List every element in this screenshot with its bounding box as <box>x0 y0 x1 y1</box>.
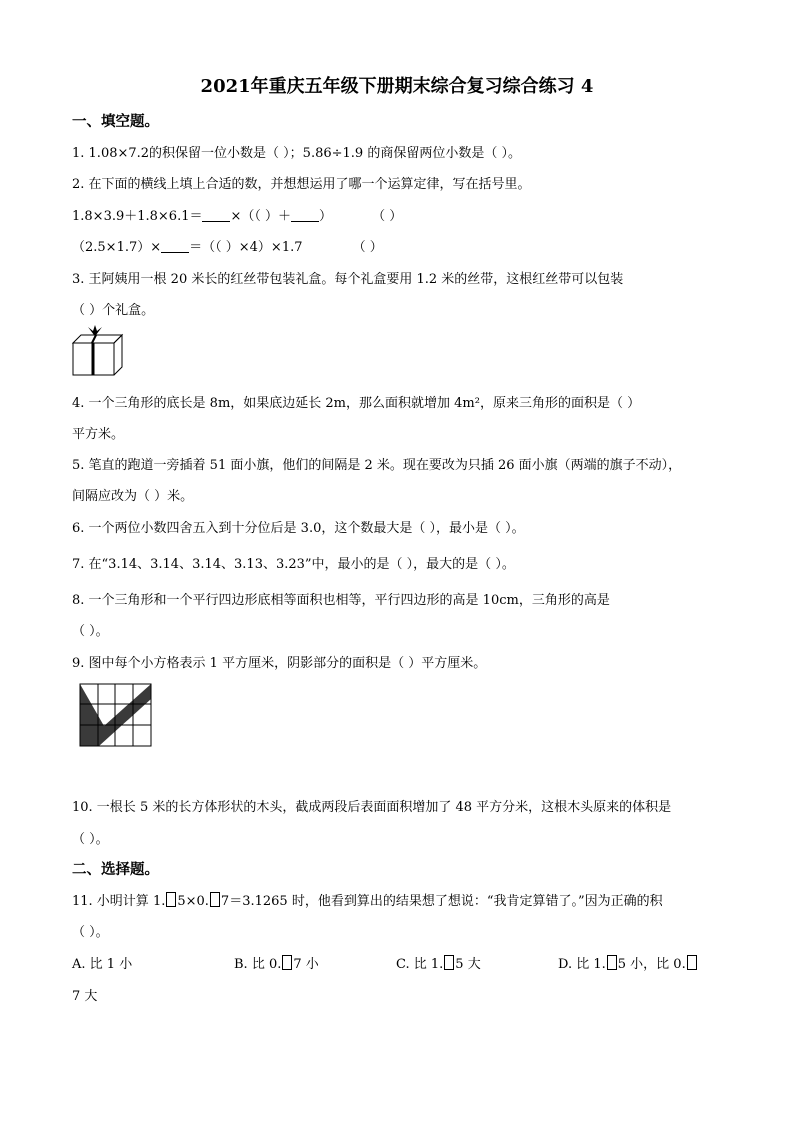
option-d-continued: 7 大 <box>72 989 98 1004</box>
question-2: 2. 在下面的横线上填上合适的数，并想想运用了哪一个运算定律，写在括号里。 <box>72 177 531 192</box>
q2b-left: （2.5×1.7）× <box>72 240 162 255</box>
question-3-line1: 3. 王阿姨用一根 20 米长的红丝带包装礼盒。每个礼盒要用 1.2 米的丝带，这根红丝带可以包装 <box>72 272 624 287</box>
digit-box <box>607 955 617 970</box>
q11-text-2: 5×0. <box>177 894 209 909</box>
digit-box <box>687 955 697 970</box>
option-b-text-1: B. 比 0. <box>234 957 282 972</box>
answer-blank[interactable] <box>161 240 189 253</box>
question-4-line1: 4. 一个三角形的底长是 8m，如果底边延长 2m，那么面积就增加 4m²，原来三角形的面积是（ ） <box>72 396 641 411</box>
option-d[interactable] <box>558 953 698 972</box>
question-8-line1: 8. 一个三角形和一个平行四边形底相等面积也相等，平行四边形的高是 10cm，三角形的高是 <box>72 593 610 608</box>
q11-text-3: 7＝3.1265 时，他看到算出的结果想了想说：“我肯定算错了。”因为正确的积 <box>220 894 663 909</box>
section-heading-fill-in: 一、填空题。 <box>72 113 159 130</box>
option-b-text-2: 7 小 <box>293 957 319 972</box>
q2a-left: 1.8×3.9＋1.8×6.1＝ <box>72 209 203 224</box>
question-7: 7. 在“3.14、3.14、3.14、3.13、3.23”中，最小的是（ ），最大的是（ ）。 <box>72 557 515 572</box>
question-1: 1. 1.08×7.2的积保留一位小数是（ ）；5.86÷1.9 的商保留两位小数是（ ）。 <box>72 146 521 161</box>
question-11-line1 <box>72 890 663 909</box>
option-d-text-1: D. 比 1. <box>558 957 606 972</box>
q2b-mid: ＝（（ ）×4）×1.7 <box>189 240 303 255</box>
option-c[interactable] <box>396 953 481 972</box>
q2a-paren: （ ） <box>372 209 403 224</box>
question-2b <box>72 236 383 255</box>
question-5-line1: 5. 笔直的跑道一旁插着 51 面小旗，他们的间隔是 2 米。现在要改为只插 26 面小旗（两端的旗子不动）， <box>72 458 682 473</box>
option-c-text-2: 5 大 <box>455 957 481 972</box>
question-8-line2: （ ）。 <box>72 624 109 639</box>
question-2a <box>72 205 402 224</box>
option-c-text-1: C. 比 1. <box>396 957 444 972</box>
digit-box <box>166 892 176 907</box>
digit-box <box>282 955 292 970</box>
question-11-line2: （ ）。 <box>72 925 109 940</box>
question-10-line1: 10. 一根长 5 米的长方体形状的木头，截成两段后表面面积增加了 48 平方分米，这根木头原来的体积是 <box>72 800 672 815</box>
answer-blank[interactable] <box>291 209 319 222</box>
q2a-mid2: ） <box>319 209 333 224</box>
question-6: 6. 一个两位小数四舍五入到十分位后是 3.0，这个数最大是（ ），最小是（ ）。 <box>72 521 525 536</box>
option-a[interactable]: A. 比 1 小 <box>72 957 133 972</box>
page-title: 2021年重庆五年级下册期末综合复习综合练习 4 <box>200 76 594 97</box>
answer-blank[interactable] <box>202 209 230 222</box>
option-d-text-2: 5 小，比 0. <box>617 957 686 972</box>
question-9: 9. 图中每个小方格表示 1 平方厘米，阴影部分的面积是（ ）平方厘米。 <box>72 656 487 671</box>
shaded-grid-figure <box>79 683 153 747</box>
q2a-mid1: ×（（ ）＋ <box>230 209 292 224</box>
gift-box-figure <box>70 325 126 377</box>
question-5-line2: 间隔应改为（ ）米。 <box>72 489 194 504</box>
q2b-paren: （ ） <box>352 240 383 255</box>
q11-text-1: 11. 小明计算 1. <box>72 894 166 909</box>
question-4-line2: 平方米。 <box>72 427 125 442</box>
digit-box <box>210 892 220 907</box>
digit-box <box>444 955 454 970</box>
question-10-line2: （ ）。 <box>72 832 109 847</box>
question-3-line2: （ ）个礼盒。 <box>72 303 155 318</box>
section-heading-choice: 二、选择题。 <box>72 861 159 878</box>
option-b[interactable] <box>234 953 319 972</box>
